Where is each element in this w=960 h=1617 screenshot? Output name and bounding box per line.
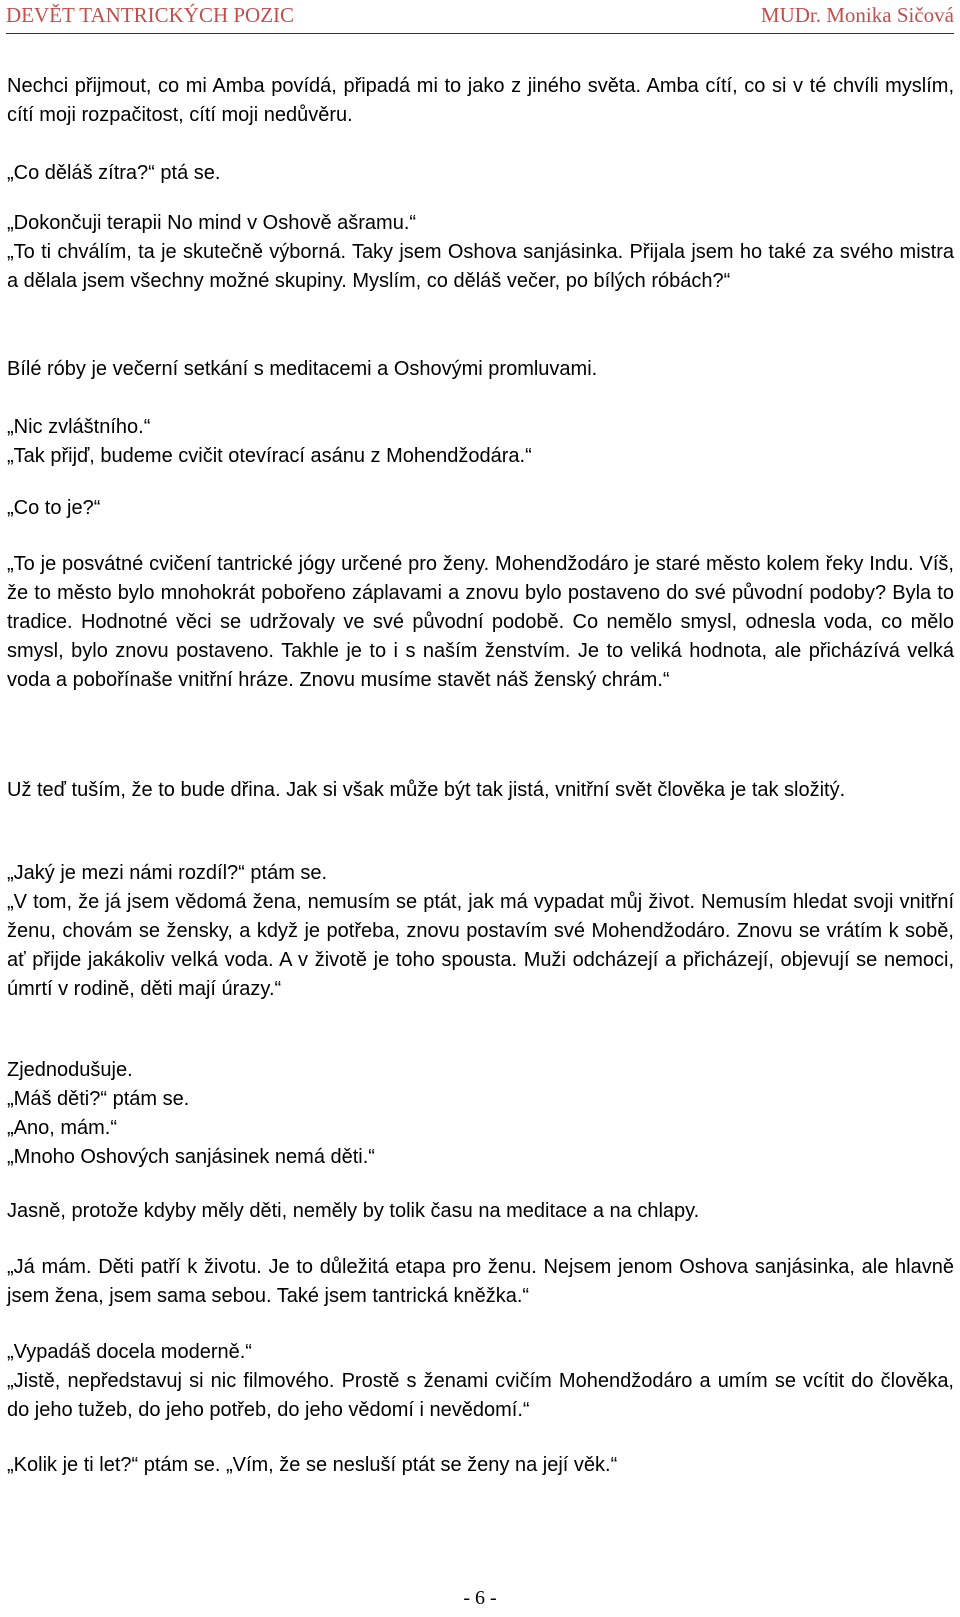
paragraph: „Tak přijď, budeme cvičit otevírací asánu z Mohendžodára.“ xyxy=(7,445,532,467)
text-block-8 xyxy=(7,776,954,805)
paragraph: „Co děláš zítra?“ ptá se. xyxy=(7,162,221,184)
paragraph: Zjednodušuje. xyxy=(7,1059,133,1081)
paragraph: „Jistě, nepředstavuj si nic filmového. Prostě s ženami cvičím Mohendžodáro a umím se vcítit do člověka, do jeho tužeb, do jeho potřeb, do jeho vědomí i nevědomí.“ xyxy=(7,1370,954,1421)
paragraph: „Jaký je mezi námi rozdíl?“ ptám se. xyxy=(7,862,328,884)
header-book-title: DEVĚT TANTRICKÝCH POZIC xyxy=(6,3,295,27)
paragraph: „To je posvátné cvičení tantrické jógy určené pro ženy. Mohendžodáro je staré město kolem řeky Indu. Víš, že to město bylo mnohokrát pobořeno záplavami a znovu bylo postaveno do své původní podoby? Byla to tradice. Hodnotné věci se udržovaly ve své původní podobě. Co nemělo smysl, odnesla voda, co mělo smysl, bylo znovu postaveno. Takhle je to i s naším ženstvím. Je to veliká hodnota, ale přicházívá velká voda a pobořínaše vnitřní hráze. Znovu musíme stavět náš ženský chrám.“ xyxy=(7,553,954,691)
paragraph: Už teď tuším, že to bude dřina. Jak si však může být tak jistá, vnitřní svět člověka je tak složitý. xyxy=(7,779,846,801)
paragraph: „Dokončuji terapii No mind v Oshově ašramu.“ xyxy=(7,212,417,234)
paragraph: „Mnoho Oshových sanjásinek nemá děti.“ xyxy=(7,1146,375,1168)
text-block-13 xyxy=(7,1338,954,1425)
text-block-3 xyxy=(7,209,954,296)
paragraph: „Kolik je ti let?“ ptám se. „Vím, že se nesluší ptát se ženy na její věk.“ xyxy=(7,1454,618,1476)
text-block-10 xyxy=(7,1056,954,1172)
paragraph: „Já mám. Děti patří k životu. Je to důležitá etapa pro ženu. Nejsem jenom Oshova sanjásinka, ale hlavně jsem žena, jsem sama sebou. Také jsem tantrická kněžka.“ xyxy=(7,1256,954,1307)
text-block-5 xyxy=(7,413,954,471)
text-block-2 xyxy=(7,159,954,188)
text-block-1 xyxy=(7,72,954,130)
paragraph: Jasně, protože kdyby měly děti, neměly by tolik času na meditace a na chlapy. xyxy=(7,1200,700,1222)
paragraph: „Vypadáš docela moderně.“ xyxy=(7,1341,252,1363)
paragraph: „To ti chválím, ta je skutečně výborná. Taky jsem Oshova sanjásinka. Přijala jsem ho také za svého mistra a dělala jsem všechny možné skupiny. Myslím, co děláš večer, po bílých róbách?“ xyxy=(7,241,954,292)
paragraph: Bílé róby je večerní setkání s meditacemi a Oshovými promluvami. xyxy=(7,358,598,380)
text-block-6 xyxy=(7,494,954,523)
header-author: MUDr. Monika Sičová xyxy=(760,3,954,27)
text-block-4 xyxy=(7,355,954,384)
header-divider xyxy=(6,33,954,34)
running-header xyxy=(6,2,954,32)
paragraph: „Nic zvláštního.“ xyxy=(7,416,151,438)
text-block-11 xyxy=(7,1197,954,1226)
paragraph: Nechci přijmout, co mi Amba povídá, připadá mi to jako z jiného světa. Amba cítí, co si v té chvíli myslím, cítí moji rozpačitost, cítí moji nedůvěru. xyxy=(7,75,954,126)
text-block-9 xyxy=(7,859,954,1004)
text-block-12 xyxy=(7,1253,954,1311)
paragraph: „V tom, že já jsem vědomá žena, nemusím se ptát, jak má vypadat můj život. Nemusím hledat svoji vnitřní ženu, chovám se žensky, a když je potřeba, znovu postavím své Mohendžodáro. Znovu se vrátím k sobě, ať přijde jakákoliv velká voda. A v životě je toho spousta. Muži odcházejí a přicházejí, objevují se nemoci, úmrtí v rodině, děti mají úrazy.“ xyxy=(7,891,954,1000)
page-number: - 6 - xyxy=(463,1587,497,1609)
paragraph: „Co to je?“ xyxy=(7,497,101,519)
text-block-14 xyxy=(7,1451,954,1480)
text-block-7 xyxy=(7,550,954,695)
paragraph: „Máš děti?“ ptám se. xyxy=(7,1088,190,1110)
paragraph: „Ano, mám.“ xyxy=(7,1117,118,1139)
